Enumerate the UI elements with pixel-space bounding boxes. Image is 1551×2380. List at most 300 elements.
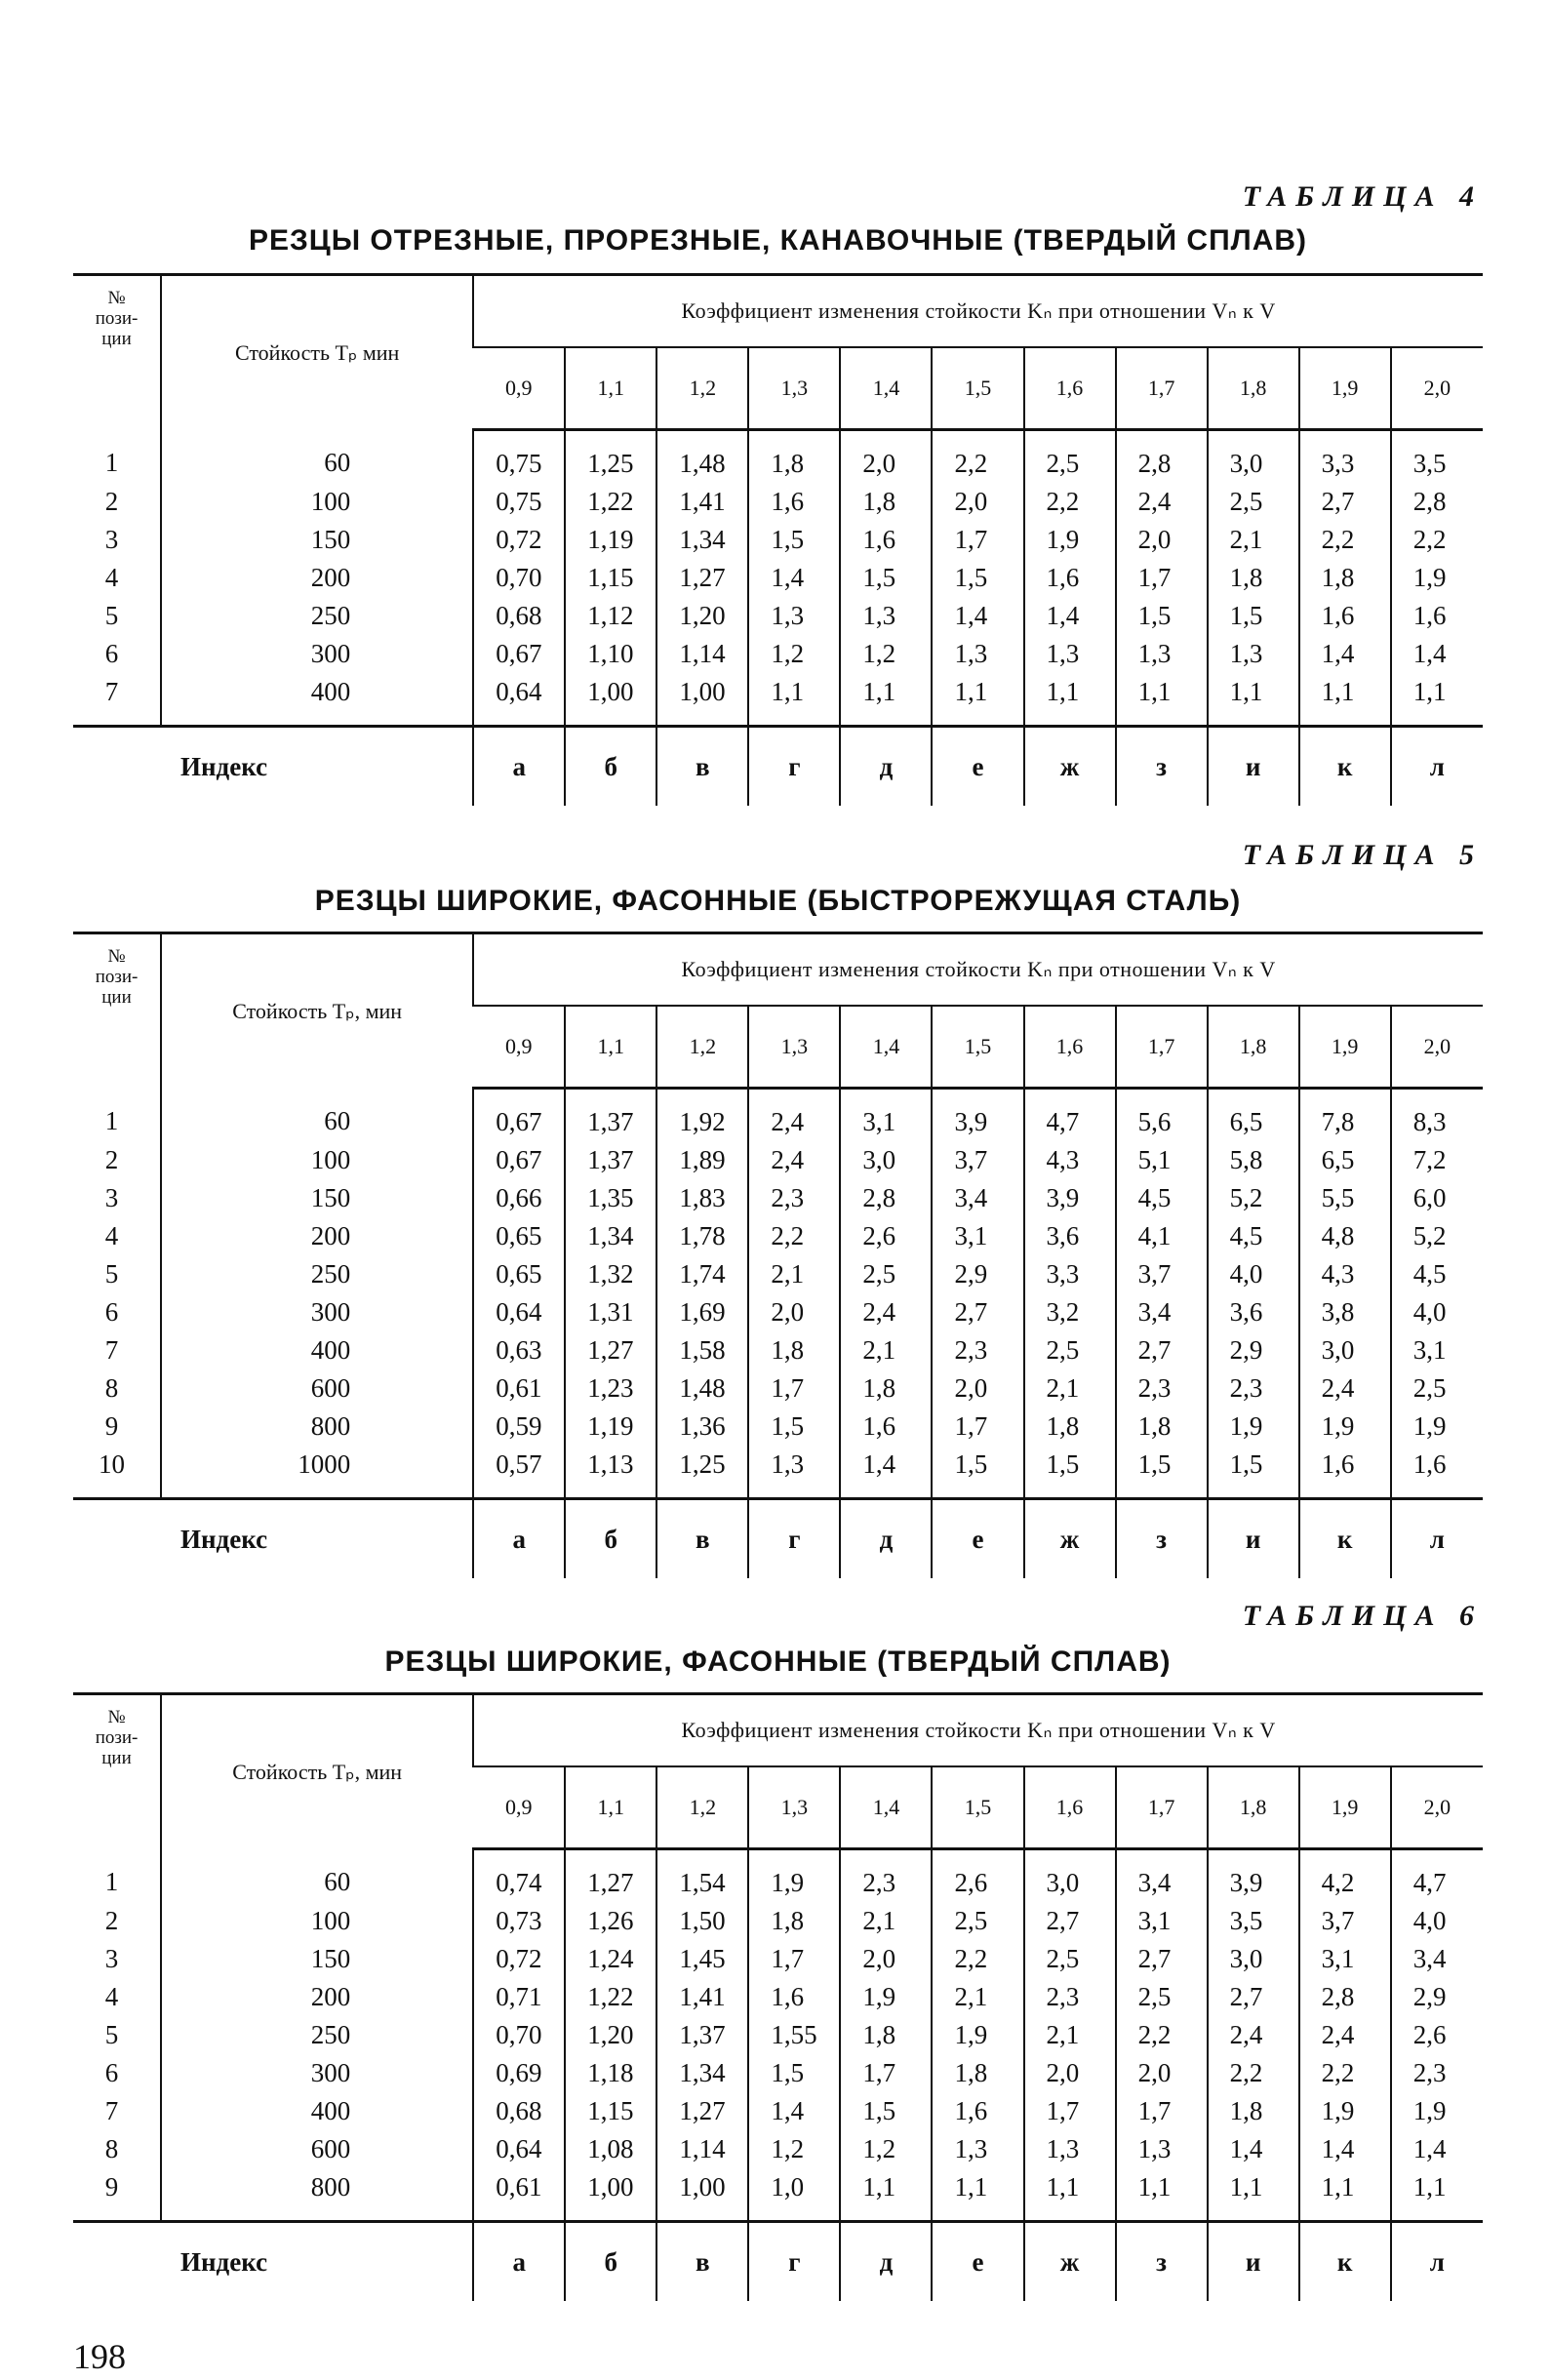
position-header-line: №: [107, 1707, 126, 1727]
stoikost-cell: 200: [161, 559, 473, 597]
position-header: [73, 1694, 161, 1849]
coefficient-cell: 1,1: [1208, 2168, 1299, 2222]
coefficient-cell: 5,2: [1208, 1179, 1299, 1217]
coefficient-cell: 1,1: [1391, 2168, 1483, 2222]
coefficient-cell: 2,1: [840, 1331, 932, 1369]
coefficient-cell: 1,37: [565, 1141, 656, 1179]
table-row: [73, 597, 1483, 635]
table-row: [73, 2130, 1483, 2168]
ratio-header: 1,5: [932, 347, 1023, 430]
coefficient-cell: 1,8: [1299, 559, 1391, 597]
position-cell: 5: [104, 1259, 119, 1289]
index-cell: д: [840, 2222, 932, 2302]
coefficient-cell: 0,59: [473, 1408, 565, 1446]
coefficient-cell: 2,5: [1024, 1940, 1116, 1978]
coefficient-cell: 6,0: [1391, 1179, 1483, 1217]
stoikost-header: Стойкость Tₚ, мин: [161, 933, 473, 1089]
coefficient-cell: 2,9: [1391, 1978, 1483, 2016]
index-cell: з: [1116, 2222, 1208, 2302]
coefficient-cell: 7,2: [1391, 1141, 1483, 1179]
position-header-line: пози-: [95, 308, 139, 329]
coefficient-cell: 1,25: [565, 430, 656, 484]
coefficient-cell: 1,37: [656, 2016, 748, 2054]
coefficient-cell: 0,67: [473, 1089, 565, 1142]
ratio-header: 1,3: [748, 1006, 840, 1089]
table-row: [73, 1141, 1483, 1179]
table-row: [73, 1446, 1483, 1499]
coefficient-cell: 1,4: [1391, 635, 1483, 673]
position-cell: 9: [73, 2168, 161, 2222]
stoikost-cell: 400: [161, 1331, 473, 1369]
coefficient-cell: 5,6: [1116, 1089, 1208, 1142]
coefficient-cell: 1,0: [748, 2168, 840, 2222]
coefficient-cell: 2,4: [840, 1293, 932, 1331]
coefficient-cell: 2,8: [1116, 430, 1208, 484]
coefficient-cell: 1,1: [840, 673, 932, 727]
coefficient-cell: 0,67: [473, 635, 565, 673]
coefficient-cell: 1,4: [840, 1446, 932, 1499]
table-4: [73, 273, 1483, 806]
coefficient-cell: 4,3: [1024, 1141, 1116, 1179]
coefficient-cell: 2,5: [932, 1902, 1023, 1940]
coefficient-cell: 2,6: [932, 1849, 1023, 1903]
coefficient-cell: 1,4: [1299, 2130, 1391, 2168]
coefficient-cell: 1,32: [565, 1255, 656, 1293]
coefficient-cell: 2,3: [1024, 1978, 1116, 2016]
coefficient-cell: 1,22: [565, 1978, 656, 2016]
index-row: [73, 2222, 1483, 2302]
coefficient-cell: 1,1: [1391, 673, 1483, 727]
coefficient-cell: 1,8: [840, 1369, 932, 1408]
coefficient-cell: 1,7: [932, 521, 1023, 559]
position-cell: 8: [104, 2134, 119, 2163]
coefficient-cell: 1,12: [565, 597, 656, 635]
index-cell: и: [1208, 2222, 1299, 2302]
table-row: [73, 2054, 1483, 2092]
position-cell: 3: [104, 525, 119, 554]
coefficient-cell: 3,4: [1391, 1940, 1483, 1978]
coefficient-cell: 1,9: [1299, 2092, 1391, 2130]
coefficient-cell: 2,8: [1299, 1978, 1391, 2016]
coefficient-cell: 0,72: [473, 1940, 565, 1978]
stoikost-cell: 600: [161, 2130, 473, 2168]
coefficient-cell: 1,8: [840, 483, 932, 521]
coefficient-cell: 1,9: [840, 1978, 932, 2016]
coefficient-cell: 2,0: [748, 1293, 840, 1331]
coefficient-cell: 0,61: [473, 1369, 565, 1408]
coefficient-cell: 1,31: [565, 1293, 656, 1331]
coefficient-cell: 2,8: [1391, 483, 1483, 521]
coefficient-cell: 1,9: [1024, 521, 1116, 559]
coefficient-cell: 1,3: [1024, 635, 1116, 673]
table-row: [73, 2092, 1483, 2130]
ratio-header: 1,4: [840, 347, 932, 430]
ratio-header: 1,1: [565, 1766, 656, 1849]
coefficient-cell: 2,4: [1299, 2016, 1391, 2054]
coefficient-cell: 1,50: [656, 1902, 748, 1940]
coefficient-cell: 1,1: [1024, 2168, 1116, 2222]
coefficient-cell: 1,25: [656, 1446, 748, 1499]
coefficient-cell: 3,6: [1208, 1293, 1299, 1331]
coefficient-cell: 1,27: [565, 1849, 656, 1903]
coefficient-cell: 1,1: [1116, 2168, 1208, 2222]
coefficient-cell: 1,5: [748, 1408, 840, 1446]
coefficient-cell: 4,8: [1299, 1217, 1391, 1255]
coefficient-cell: 2,3: [1116, 1369, 1208, 1408]
coefficient-header: Коэффициент изменения стойкости Kₙ при отношении Vₙ к V: [473, 275, 1483, 348]
coefficient-cell: 2,1: [1024, 2016, 1116, 2054]
coefficient-cell: 0,68: [473, 2092, 565, 2130]
index-row: [73, 727, 1483, 807]
index-cell: б: [565, 1499, 656, 1579]
coefficient-cell: 1,3: [1116, 2130, 1208, 2168]
coefficient-cell: 3,8: [1299, 1293, 1391, 1331]
coefficient-cell: 1,3: [1208, 635, 1299, 673]
position-header-line: пози-: [95, 1727, 139, 1748]
coefficient-cell: 3,1: [1391, 1331, 1483, 1369]
index-cell: ж: [1024, 727, 1116, 807]
stoikost-cell: 800: [161, 1408, 473, 1446]
table-row: [73, 1849, 1483, 1903]
stoikost-cell: 60: [161, 1089, 473, 1142]
coefficient-cell: 0,71: [473, 1978, 565, 2016]
coefficient-cell: 1,00: [656, 673, 748, 727]
coefficient-cell: 1,69: [656, 1293, 748, 1331]
ratio-header: 1,8: [1208, 347, 1299, 430]
coefficient-cell: 2,0: [1024, 2054, 1116, 2092]
coefficient-cell: 2,6: [1391, 2016, 1483, 2054]
position-cell: 8: [104, 1373, 119, 1403]
coefficient-cell: 2,7: [1116, 1331, 1208, 1369]
index-cell: з: [1116, 727, 1208, 807]
coefficient-cell: 3,7: [1299, 1902, 1391, 1940]
coefficient-cell: 1,7: [932, 1408, 1023, 1446]
coefficient-cell: 1,4: [932, 597, 1023, 635]
coefficient-cell: 1,27: [656, 2092, 748, 2130]
coefficient-cell: 1,8: [748, 1331, 840, 1369]
position-cell: 7: [104, 1335, 119, 1365]
coefficient-cell: 1,24: [565, 1940, 656, 1978]
coefficient-cell: 1,15: [565, 559, 656, 597]
coefficient-cell: 4,0: [1208, 1255, 1299, 1293]
stoikost-cell: 60: [161, 430, 473, 484]
coefficient-cell: 2,1: [748, 1255, 840, 1293]
position-cell: 4: [104, 1221, 119, 1250]
index-cell: е: [932, 1499, 1023, 1579]
index-row: [73, 1499, 1483, 1579]
coefficient-cell: 1,36: [656, 1408, 748, 1446]
coefficient-cell: 1,5: [932, 559, 1023, 597]
coefficient-cell: 3,0: [1208, 430, 1299, 484]
table-4-label: ТАБЛИЦА 4: [1242, 180, 1483, 213]
ratio-header: 1,6: [1024, 1766, 1116, 1849]
ratio-header: 1,3: [748, 347, 840, 430]
ratio-header: 2,0: [1391, 1006, 1483, 1089]
position-header: [73, 275, 161, 430]
index-cell: и: [1208, 727, 1299, 807]
coefficient-cell: 1,9: [1391, 1408, 1483, 1446]
position-header-line: №: [107, 946, 126, 967]
ratio-header: 2,0: [1391, 1766, 1483, 1849]
position-cell: 5: [104, 601, 119, 630]
coefficient-cell: 2,4: [1299, 1369, 1391, 1408]
coefficient-cell: 1,5: [748, 521, 840, 559]
table-5: [73, 932, 1483, 1578]
coefficient-cell: 1,7: [840, 2054, 932, 2092]
coefficient-cell: 2,8: [840, 1179, 932, 1217]
ratio-header: 1,9: [1299, 347, 1391, 430]
ratio-header: 1,5: [932, 1006, 1023, 1089]
coefficient-cell: 1,22: [565, 483, 656, 521]
coefficient-cell: 1,45: [656, 1940, 748, 1978]
stoikost-cell: 300: [161, 1293, 473, 1331]
table-row: [73, 1978, 1483, 2016]
ratio-header: 0,9: [473, 347, 565, 430]
coefficient-cell: 1,5: [840, 559, 932, 597]
coefficient-cell: 0,57: [473, 1446, 565, 1499]
table-5-label: ТАБЛИЦА 5: [1242, 839, 1483, 871]
coefficient-cell: 0,64: [473, 1293, 565, 1331]
coefficient-cell: 1,5: [748, 2054, 840, 2092]
coefficient-cell: 1,7: [1116, 2092, 1208, 2130]
coefficient-cell: 3,2: [1024, 1293, 1116, 1331]
coefficient-cell: 1,1: [748, 673, 840, 727]
coefficient-cell: 6,5: [1208, 1089, 1299, 1142]
stoikost-cell: 400: [161, 2092, 473, 2130]
coefficient-cell: 1,20: [565, 2016, 656, 2054]
coefficient-cell: 5,5: [1299, 1179, 1391, 1217]
coefficient-cell: 1,1: [1024, 673, 1116, 727]
stoikost-cell: 100: [161, 1141, 473, 1179]
coefficient-cell: 1,55: [748, 2016, 840, 2054]
coefficient-cell: 1,1: [1299, 673, 1391, 727]
stoikost-header: Стойкость Tₚ мин: [161, 275, 473, 430]
coefficient-cell: 1,5: [840, 2092, 932, 2130]
stoikost-cell: 200: [161, 1978, 473, 2016]
ratio-header: 1,4: [840, 1006, 932, 1089]
coefficient-cell: 1,1: [932, 673, 1023, 727]
coefficient-cell: 1,18: [565, 2054, 656, 2092]
table-row: [73, 1179, 1483, 1217]
coefficient-cell: 0,72: [473, 521, 565, 559]
coefficient-cell: 1,8: [932, 2054, 1023, 2092]
coefficient-cell: 1,83: [656, 1179, 748, 1217]
coefficient-cell: 4,7: [1391, 1849, 1483, 1903]
index-cell: д: [840, 727, 932, 807]
stoikost-cell: 100: [161, 1902, 473, 1940]
position-header: [73, 933, 161, 1089]
ratio-header: 1,6: [1024, 347, 1116, 430]
coefficient-cell: 3,3: [1024, 1255, 1116, 1293]
coefficient-cell: 4,0: [1391, 1293, 1483, 1331]
coefficient-cell: 1,41: [656, 1978, 748, 2016]
coefficient-cell: 1,2: [840, 2130, 932, 2168]
coefficient-cell: 1,2: [748, 2130, 840, 2168]
coefficient-cell: 2,5: [1024, 1331, 1116, 1369]
coefficient-cell: 3,4: [932, 1179, 1023, 1217]
coefficient-cell: 1,19: [565, 1408, 656, 1446]
coefficient-cell: 2,2: [1116, 2016, 1208, 2054]
index-cell: л: [1391, 1499, 1483, 1579]
coefficient-cell: 0,68: [473, 597, 565, 635]
index-cell: б: [565, 727, 656, 807]
coefficient-cell: 1,27: [565, 1331, 656, 1369]
position-cell: 10: [73, 1446, 161, 1499]
ratio-header: 1,4: [840, 1766, 932, 1849]
coefficient-cell: 3,0: [1299, 1331, 1391, 1369]
coefficient-cell: 4,3: [1299, 1255, 1391, 1293]
table-row: [73, 1902, 1483, 1940]
position-cell: 7: [104, 2096, 119, 2125]
ratio-header: 2,0: [1391, 347, 1483, 430]
coefficient-cell: 1,19: [565, 521, 656, 559]
stoikost-cell: 1000: [161, 1446, 473, 1499]
ratio-header: 1,9: [1299, 1766, 1391, 1849]
coefficient-cell: 1,7: [1024, 2092, 1116, 2130]
coefficient-cell: 0,61: [473, 2168, 565, 2222]
coefficient-cell: 2,0: [1116, 521, 1208, 559]
index-cell: б: [565, 2222, 656, 2302]
coefficient-cell: 0,73: [473, 1902, 565, 1940]
position-cell: 3: [104, 1944, 119, 1973]
coefficient-cell: 1,4: [748, 2092, 840, 2130]
coefficient-cell: 3,0: [840, 1141, 932, 1179]
coefficient-cell: 1,1: [932, 2168, 1023, 2222]
ratio-header: 1,1: [565, 347, 656, 430]
coefficient-cell: 2,0: [932, 483, 1023, 521]
coefficient-cell: 0,66: [473, 1179, 565, 1217]
coefficient-cell: 2,4: [1116, 483, 1208, 521]
coefficient-cell: 2,1: [1208, 521, 1299, 559]
coefficient-cell: 1,23: [565, 1369, 656, 1408]
coefficient-cell: 0,65: [473, 1255, 565, 1293]
stoikost-header: Стойкость Tₚ, мин: [161, 1694, 473, 1849]
table-row: [73, 1331, 1483, 1369]
coefficient-cell: 0,65: [473, 1217, 565, 1255]
index-cell: а: [473, 727, 565, 807]
table-row: [73, 1217, 1483, 1255]
coefficient-cell: 1,78: [656, 1217, 748, 1255]
coefficient-cell: 1,00: [565, 673, 656, 727]
coefficient-cell: 2,6: [840, 1217, 932, 1255]
table-row: [73, 2016, 1483, 2054]
coefficient-cell: 2,2: [932, 430, 1023, 484]
coefficient-cell: 3,5: [1391, 430, 1483, 484]
coefficient-cell: 1,48: [656, 430, 748, 484]
coefficient-cell: 1,26: [565, 1902, 656, 1940]
coefficient-cell: 1,5: [1024, 1446, 1116, 1499]
position-cell: 6: [104, 639, 119, 668]
table-row: [73, 483, 1483, 521]
position-cell: 1: [104, 448, 119, 478]
coefficient-cell: 1,3: [748, 597, 840, 635]
coefficient-cell: 2,3: [748, 1179, 840, 1217]
stoikost-cell: 150: [161, 521, 473, 559]
coefficient-cell: 8,3: [1391, 1089, 1483, 1142]
coefficient-cell: 0,75: [473, 430, 565, 484]
coefficient-cell: 2,3: [932, 1331, 1023, 1369]
ratio-header: 1,6: [1024, 1006, 1116, 1089]
ratio-header: 1,7: [1116, 347, 1208, 430]
index-cell: г: [748, 1499, 840, 1579]
coefficient-cell: 5,2: [1391, 1217, 1483, 1255]
coefficient-cell: 3,9: [1208, 1849, 1299, 1903]
stoikost-cell: 150: [161, 1179, 473, 1217]
coefficient-cell: 1,9: [748, 1849, 840, 1903]
table-4-title: РЕЗЦЫ ОТРЕЗНЫЕ, ПРОРЕЗНЫЕ, КАНАВОЧНЫЕ (ТВЕРДЫЙ СПЛАВ): [248, 224, 1308, 257]
coefficient-cell: 2,7: [1024, 1902, 1116, 1940]
coefficient-cell: 1,27: [656, 559, 748, 597]
coefficient-cell: 5,1: [1116, 1141, 1208, 1179]
coefficient-cell: 1,4: [748, 559, 840, 597]
coefficient-cell: 1,6: [840, 1408, 932, 1446]
coefficient-header: Коэффициент изменения стойкости Kₙ при отношении Vₙ к V: [473, 1694, 1483, 1767]
index-label: Индекс: [180, 2246, 268, 2277]
ratio-header: 1,7: [1116, 1766, 1208, 1849]
coefficient-cell: 3,5: [1208, 1902, 1299, 1940]
coefficient-cell: 2,2: [932, 1940, 1023, 1978]
coefficient-cell: 0,64: [473, 673, 565, 727]
coefficient-cell: 4,2: [1299, 1849, 1391, 1903]
coefficient-cell: 1,89: [656, 1141, 748, 1179]
coefficient-cell: 1,6: [840, 521, 932, 559]
coefficient-cell: 1,5: [1116, 1446, 1208, 1499]
coefficient-cell: 1,4: [1208, 2130, 1299, 2168]
coefficient-cell: 1,6: [748, 1978, 840, 2016]
coefficient-cell: 2,4: [748, 1089, 840, 1142]
coefficient-cell: 1,7: [748, 1940, 840, 1978]
index-label: Индекс: [180, 1524, 268, 1554]
coefficient-cell: 4,5: [1208, 1217, 1299, 1255]
coefficient-cell: 3,1: [1116, 1902, 1208, 1940]
coefficient-cell: 1,74: [656, 1255, 748, 1293]
coefficient-cell: 1,3: [840, 597, 932, 635]
position-header-line: пози-: [95, 967, 139, 987]
coefficient-cell: 2,2: [1208, 2054, 1299, 2092]
coefficient-cell: 0,63: [473, 1331, 565, 1369]
coefficient-cell: 1,10: [565, 635, 656, 673]
coefficient-cell: 2,0: [840, 1940, 932, 1978]
coefficient-cell: 2,5: [1391, 1369, 1483, 1408]
stoikost-cell: 150: [161, 1940, 473, 1978]
position-header-line: ции: [101, 329, 132, 349]
coefficient-cell: 1,35: [565, 1179, 656, 1217]
index-cell: г: [748, 2222, 840, 2302]
stoikost-cell: 250: [161, 2016, 473, 2054]
coefficient-cell: 3,0: [1024, 1849, 1116, 1903]
coefficient-cell: 4,1: [1116, 1217, 1208, 1255]
table-row: [73, 430, 1483, 484]
coefficient-cell: 5,8: [1208, 1141, 1299, 1179]
ratio-header: 1,3: [748, 1766, 840, 1849]
coefficient-cell: 2,4: [1208, 2016, 1299, 2054]
position-cell: 2: [104, 1145, 119, 1174]
index-cell: к: [1299, 727, 1391, 807]
coefficient-cell: 0,74: [473, 1849, 565, 1903]
position-header-line: ции: [101, 987, 132, 1008]
table-6-title: РЕЗЦЫ ШИРОКИЕ, ФАСОННЫЕ (ТВЕРДЫЙ СПЛАВ): [384, 1646, 1172, 1678]
coefficient-cell: 1,1: [1208, 673, 1299, 727]
coefficient-cell: 3,3: [1299, 430, 1391, 484]
coefficient-cell: 3,7: [932, 1141, 1023, 1179]
position-cell: 1: [104, 1106, 119, 1136]
coefficient-cell: 3,6: [1024, 1217, 1116, 1255]
coefficient-cell: 2,9: [932, 1255, 1023, 1293]
coefficient-cell: 2,1: [932, 1978, 1023, 2016]
coefficient-cell: 1,34: [656, 2054, 748, 2092]
coefficient-cell: 1,13: [565, 1446, 656, 1499]
ratio-header: 1,2: [656, 1006, 748, 1089]
